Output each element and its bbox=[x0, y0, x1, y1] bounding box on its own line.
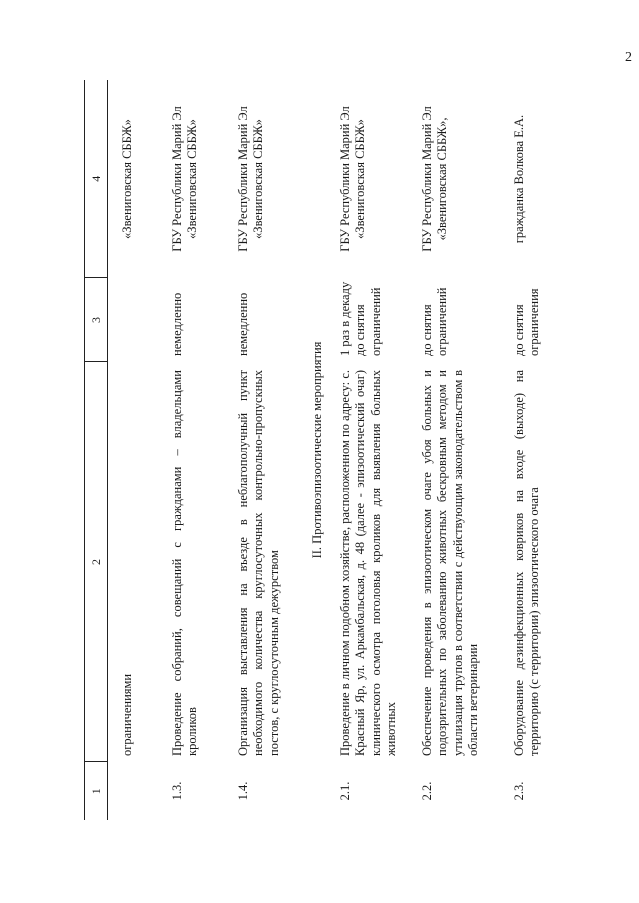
table-header-row bbox=[85, 80, 108, 820]
column-header: 3 bbox=[85, 278, 108, 362]
column-header: 4 bbox=[85, 80, 108, 278]
responsible-text: ГБУ Республики Марий Эл «Звениговская СББЖ» bbox=[170, 106, 200, 252]
column-header: 1 bbox=[85, 762, 108, 820]
measure-text: Обеспечение проведения в эпизоотическом очаге убоя больных и подозрительных по заболеванию животных бескровным методом и утилизация трупов в соответствии с действующим законодательством в области ветеринарии bbox=[420, 370, 480, 756]
responsible-text: «Звениговская СББЖ» bbox=[120, 119, 134, 239]
responsible-text: ГБУ Республики Марий Эл «Звениговская СББЖ» bbox=[236, 106, 266, 252]
table-row bbox=[420, 80, 512, 820]
table-row bbox=[512, 80, 562, 820]
measure-text: Проведение собраний, совещаний с гражданами – владельцами кроликов bbox=[170, 370, 200, 756]
table-row bbox=[170, 80, 236, 820]
table-row bbox=[236, 80, 306, 820]
term-text: до снятия ограничений bbox=[420, 287, 450, 356]
page-number: 2 bbox=[625, 50, 632, 65]
row-number: 1.4. bbox=[236, 781, 250, 801]
measure-text: Проведение в личном подобном хозяйстве, расположенном по адресу: с. Красный Яр, ул. Аркамбальская, д. 48 (далее - эпизоотический очаг) клинического осмотра поголовья кроликов для выявления больных животных bbox=[338, 370, 398, 756]
responsible-text: гражданка Волкова Е.А. bbox=[512, 114, 526, 244]
responsible-text: ГБУ Республики Марий Эл «Звениговская СББЖ» bbox=[338, 106, 368, 252]
measure-text: ограничениями bbox=[120, 673, 134, 756]
section-title: II. Противоэпизоотические мероприятия bbox=[310, 341, 324, 559]
term-text: немедленно bbox=[170, 292, 184, 356]
section-row bbox=[306, 80, 338, 820]
term-text: 1 раз в декаду до снятия ограничений bbox=[338, 281, 383, 356]
measure-text: Организация выставления на въезде в неблагополучный пункт необходимого количества круглосуточных контрольно-пропускных постов, с круглосуточным дежурством bbox=[236, 370, 281, 756]
document-body bbox=[84, 80, 554, 820]
table-row bbox=[338, 80, 420, 820]
row-number: 2.3. bbox=[512, 781, 526, 801]
row-number: 1.3. bbox=[170, 781, 184, 801]
measure-text: Оборудование дезинфекционных ковриков на входе (выходе) на территорию (с территории) эпизоотического очага bbox=[512, 370, 542, 756]
table-row bbox=[120, 80, 170, 820]
measures-table bbox=[84, 80, 562, 820]
column-header: 2 bbox=[85, 362, 108, 762]
term-text: немедленно bbox=[236, 292, 250, 356]
row-number: 2.2. bbox=[420, 781, 434, 801]
row-number: 2.1. bbox=[338, 781, 352, 801]
responsible-text: ГБУ Республики Марий Эл «Звениговская СББЖ», bbox=[420, 106, 450, 252]
term-text: до снятия ограничения bbox=[512, 288, 542, 356]
